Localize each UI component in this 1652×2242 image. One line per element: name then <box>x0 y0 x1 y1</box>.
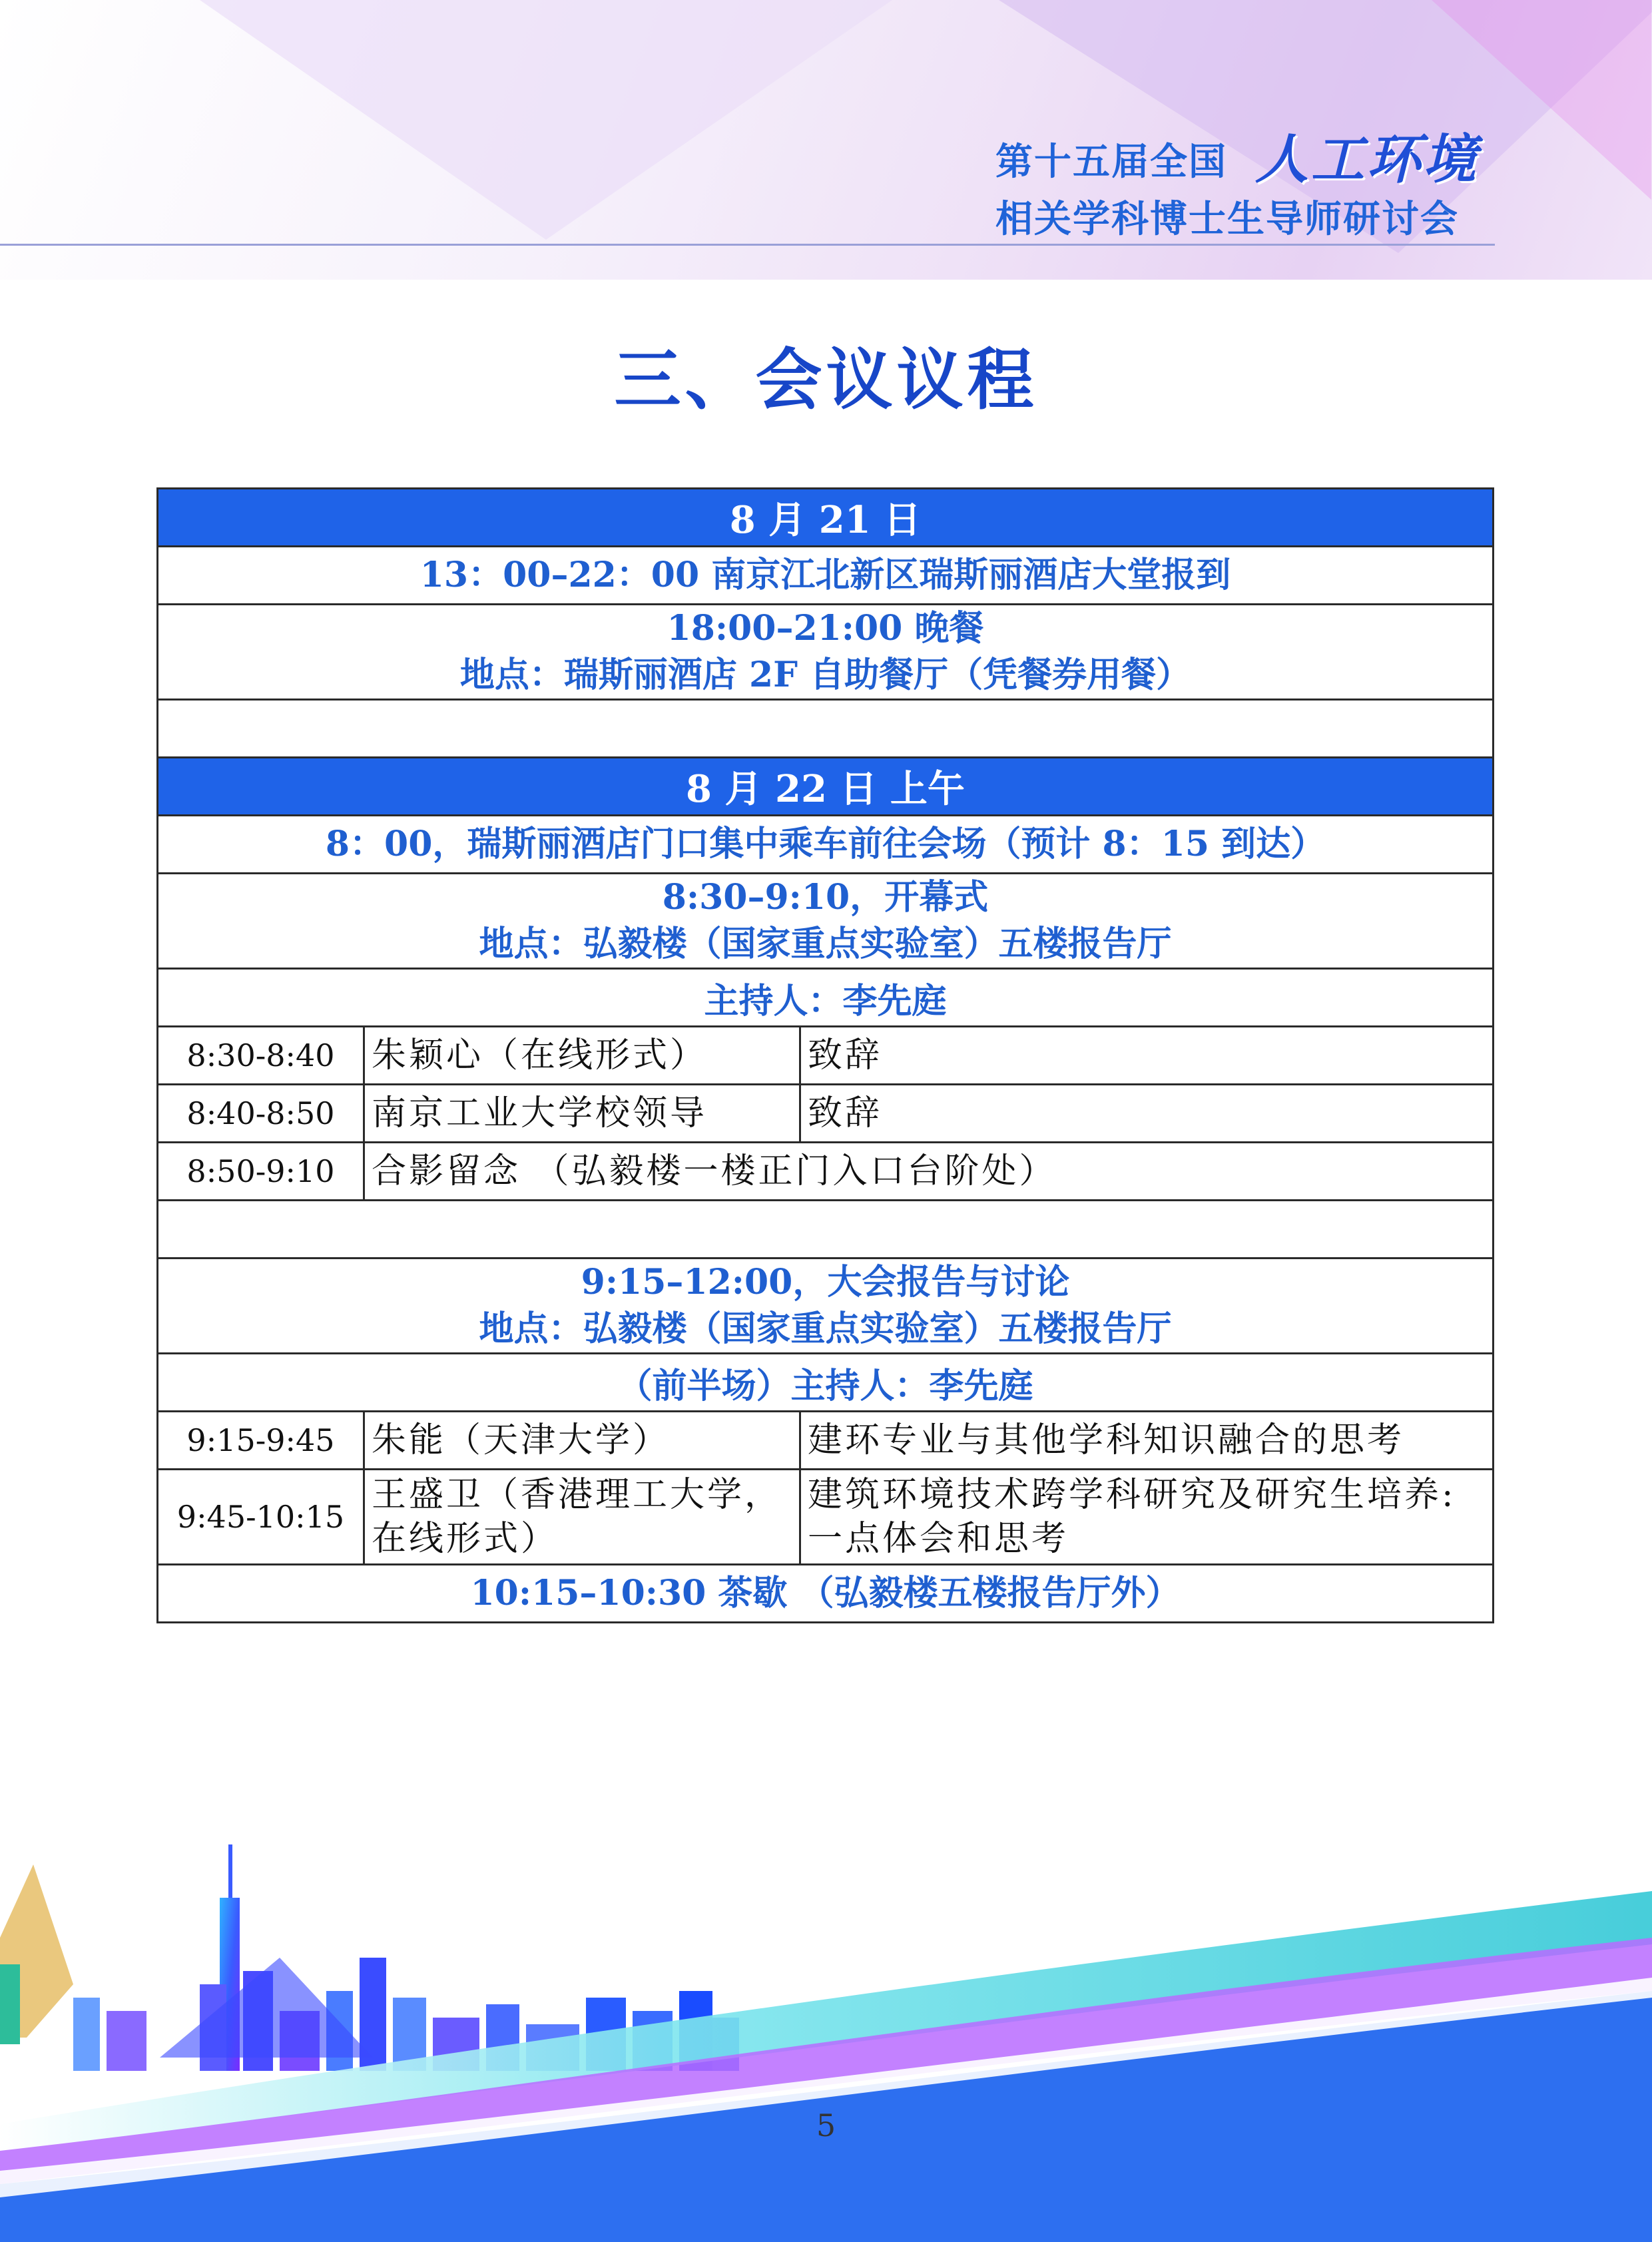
item-topic: 建环专业与其他学科知识融合的思考 <box>800 1412 1494 1470</box>
item-speaker: 朱能（天津大学） <box>364 1412 800 1470</box>
conference-title-brand: 人工环境 <box>1255 128 1479 190</box>
item-time: 8:30-8:40 <box>158 1027 364 1085</box>
conference-title-line2: 相关学科博士生导师研讨会 <box>995 198 1459 241</box>
item-time: 9:45-10:15 <box>158 1470 364 1565</box>
skyline-building <box>228 1844 232 1898</box>
agenda-table <box>156 487 1494 1623</box>
item-time: 8:50-9:10 <box>158 1143 364 1201</box>
item-speaker <box>364 1470 800 1565</box>
blank-row <box>158 700 1494 758</box>
info-cell <box>158 874 1494 969</box>
blank-cell <box>158 1201 1494 1259</box>
item-speaker: 南京工业大学校领导 <box>364 1085 800 1143</box>
agenda-item-row <box>158 1412 1494 1470</box>
day-header: 8 月 22 日 上午 <box>158 758 1494 816</box>
break-row <box>158 1565 1494 1623</box>
break-cell: 10:15–10:30 茶歇 （弘毅楼五楼报告厅外） <box>158 1565 1494 1623</box>
info-cell: 8：00，瑞斯丽酒店门口集中乘车前往会场（预计 8：15 到达） <box>158 816 1494 874</box>
agenda-item-row <box>158 1085 1494 1143</box>
info-line: 8:30–9:10，开幕式 <box>662 877 989 918</box>
info-row <box>158 816 1494 874</box>
day-header-row <box>158 489 1494 547</box>
day-header-row <box>158 758 1494 816</box>
info-row <box>158 547 1494 605</box>
skyline-building <box>0 1964 20 2044</box>
host-cell: （前半场）主持人：李先庭 <box>158 1354 1494 1412</box>
info-line: 地点：瑞斯丽酒店 2F 自助餐厅（凭餐券用餐） <box>459 655 1191 695</box>
item-time: 8:40-8:50 <box>158 1085 364 1143</box>
info-cell: 13：00–22：00 南京江北新区瑞斯丽酒店大堂报到 <box>158 547 1494 605</box>
item-topic: 致辞 <box>800 1027 1494 1085</box>
item-time: 9:15-9:45 <box>158 1412 364 1470</box>
city-skyline-decoration <box>0 1838 1652 2242</box>
speaker-line: 在线形式） <box>372 1519 559 1559</box>
day-header: 8 月 21 日 <box>158 489 1494 547</box>
info-cell <box>158 1259 1494 1354</box>
agenda-item-row <box>158 1470 1494 1565</box>
item-speaker: 朱颖心（在线形式） <box>364 1027 800 1085</box>
agenda-item-row <box>158 1143 1494 1201</box>
topic-line: 一点体会和思考 <box>808 1519 1069 1559</box>
agenda-item-row <box>158 1027 1494 1085</box>
info-line: 18:00–21:00 晚餐 <box>667 608 984 649</box>
info-line: 地点：弘毅楼（国家重点实验室）五楼报告厅 <box>479 1308 1172 1349</box>
skyline-building <box>73 1998 100 2071</box>
host-cell: 主持人：李先庭 <box>158 969 1494 1027</box>
blank-cell <box>158 700 1494 758</box>
speaker-line: 王盛卫（香港理工大学， <box>372 1475 782 1515</box>
info-row <box>158 605 1494 700</box>
host-row <box>158 969 1494 1027</box>
info-cell <box>158 605 1494 700</box>
header-divider <box>0 244 1495 246</box>
item-topic <box>800 1470 1494 1565</box>
conference-title-line1: 第十五届全国 <box>995 140 1227 184</box>
topic-line: 建筑环境技术跨学科研究及研究生培养: <box>808 1475 1456 1515</box>
page-number: 5 <box>816 2107 836 2143</box>
blank-row <box>158 1201 1494 1259</box>
info-row <box>158 1259 1494 1354</box>
item-speaker: 合影留念 （弘毅楼一楼正门入口台阶处） <box>364 1143 1494 1201</box>
info-line: 地点：弘毅楼（国家重点实验室）五楼报告厅 <box>479 924 1172 964</box>
skyline-building <box>107 2011 146 2071</box>
section-title: 三、会议议程 <box>614 341 1038 419</box>
info-line: 9:15–12:00，大会报告与讨论 <box>581 1262 1070 1302</box>
header-decor-triangle <box>200 0 892 240</box>
item-topic: 致辞 <box>800 1085 1494 1143</box>
host-row <box>158 1354 1494 1412</box>
info-row <box>158 874 1494 969</box>
